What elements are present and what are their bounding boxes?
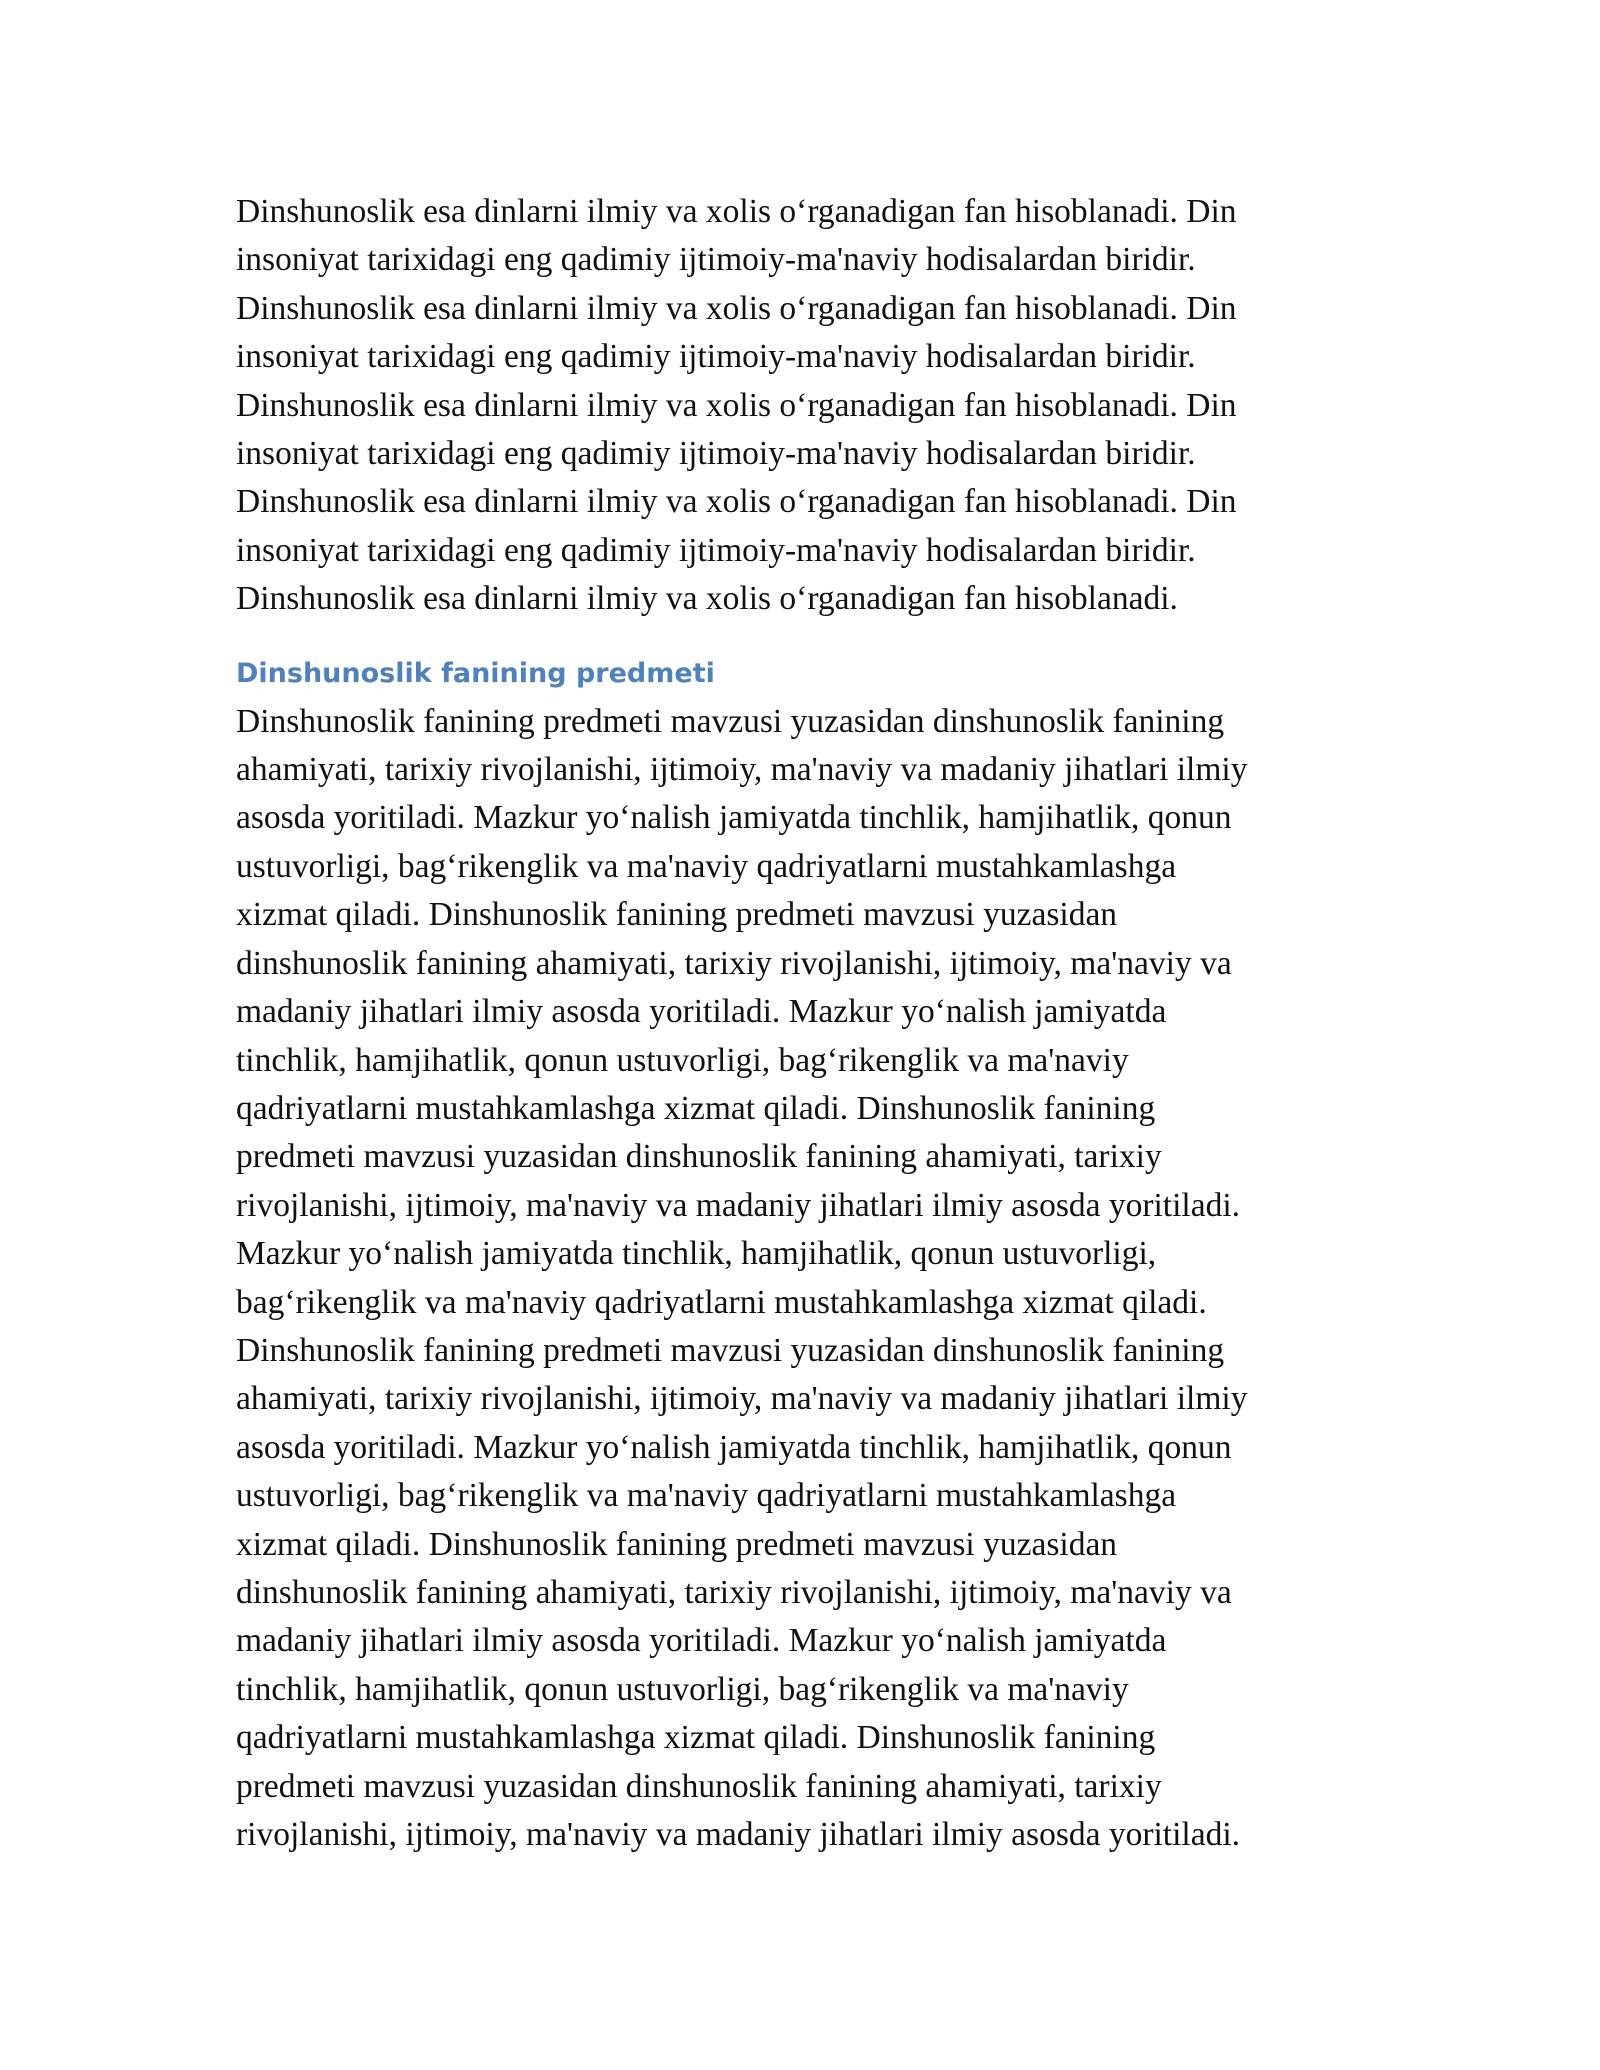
document-body [236,188,1376,1859]
section-paragraph: Dinshunoslik fanining predmeti mavzusi yuzasidan dinshunoslik fanining ahamiyati, tarixiy rivojlanishi, ijtimoiy, ma'naviy va madaniy jihatlari ilmiy asosda yoritiladi. Mazkur yo‘nalish jamiyatda tinchlik, hamjihatlik, qonun ustuvorligi, bag‘rikenglik va ma'naviy qadriyatlarni mustahkamlashga xizmat qiladi. Dinshunoslik fanining predmeti mavzusi yuzasidan dinshunoslik fanining ahamiyati, tarixiy rivojlanishi, ijtimoiy, ma'naviy va madaniy jihatlari ilmiy asosda yoritiladi. Mazkur yo‘nalish jamiyatda tinchlik, hamjihatlik, qonun ustuvorligi, bag‘rikenglik va ma'naviy qadriyatlarni mustahkamlashga xizmat qiladi. Dinshunoslik fanining predmeti mavzusi yuzasidan dinshunoslik fanining ahamiyati, tarixiy rivojlanishi, ijtimoiy, ma'naviy va madaniy jihatlari ilmiy asosda yoritiladi. Mazkur yo‘nalish jamiyatda tinchlik, hamjihatlik, qonun ustuvorligi, bag‘rikenglik va ma'naviy qadriyatlarni mustahkamlashga xizmat qiladi. Dinshunoslik fanining predmeti mavzusi yuzasidan dinshunoslik fanining ahamiyati, tarixiy rivojlanishi, ijtimoiy, ma'naviy va madaniy jihatlari ilmiy asosda yoritiladi. Mazkur yo‘nalish jamiyatda tinchlik, hamjihatlik, qonun ustuvorligi, bag‘rikenglik va ma'naviy qadriyatlarni mustahkamlashga xizmat qiladi. Dinshunoslik fanining predmeti mavzusi yuzasidan dinshunoslik fanining ahamiyati, tarixiy rivojlanishi, ijtimoiy, ma'naviy va madaniy jihatlari ilmiy asosda yoritiladi. Mazkur yo‘nalish jamiyatda tinchlik, hamjihatlik, qonun ustuvorligi, bag‘rikenglik va ma'naviy qadriyatlarni mustahkamlashga xizmat qiladi. Dinshunoslik fanining predmeti mavzusi yuzasidan dinshunoslik fanining ahamiyati, tarixiy rivojlanishi, ijtimoiy, ma'naviy va madaniy jihatlari ilmiy asosda yoritiladi. [236,702,1248,1853]
intro-paragraph: Dinshunoslik esa dinlarni ilmiy va xolis o‘rganadigan fan hisoblanadi. Din insoniyat tarixidagi eng qadimiy ijtimoiy-ma'naviy hodisalardan biridir. Dinshunoslik esa dinlarni ilmiy va xolis o‘rganadigan fan hisoblanadi. Din insoniyat tarixidagi eng qadimiy ijtimoiy-ma'naviy hodisalardan biridir. Dinshunoslik esa dinlarni ilmiy va xolis o‘rganadigan fan hisoblanadi. Din insoniyat tarixidagi eng qadimiy ijtimoiy-ma'naviy hodisalardan biridir. Dinshunoslik esa dinlarni ilmiy va xolis o‘rganadigan fan hisoblanadi. Din insoniyat tarixidagi eng qadimiy ijtimoiy-ma'naviy hodisalardan biridir. Dinshunoslik esa dinlarni ilmiy va xolis o‘rganadigan fan hisoblanadi. [236,193,1237,618]
section-heading: Dinshunoslik fanining predmeti [236,657,715,689]
